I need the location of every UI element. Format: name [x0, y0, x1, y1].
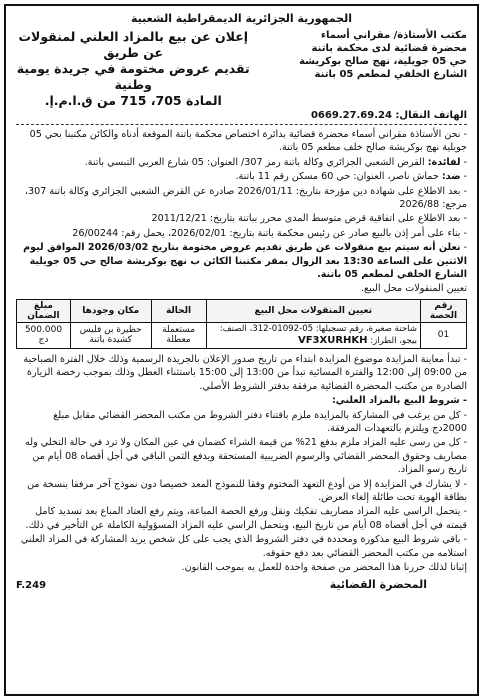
notice-sheet	[4, 4, 479, 696]
text: تبدأ معاينة المزايدة موضوع المزايدة ابتداء من تاريخ صدور الإعلان بالجريدة الرسمية وذلك خلال الفترة الصباحية من 09:00 إلى 12:00 والفترة المسائية تبدأ من 13:00 إلى 15:00 باستثناء العطل وذلك بموجب رخصة الزيارة الصادرة من مكتب المحضرة القضائية مرفقة بدفتر الشروط الأصلي.	[23, 353, 467, 392]
text: حماش ناصر، العنوان: حي 60 مسكن رقم 11 باتنة.	[235, 171, 439, 183]
paragraph-creditor: - لفائدة: القرض الشعبي الجزائري وكالة باتنة رمز 307/ العنوان: 05 شارع العربي التبسي باتنة.	[84, 156, 467, 168]
col-state: الحالة	[151, 299, 206, 322]
condition-inspection: - تبدأ معاينة المزايدة موضوع المزايدة ابتداء من تاريخ صدور الإعلان بالجريدة الرسمية وذلك خلال الفترة الصباحية من 09:00 إلى 12:00 والفترة المسائية تبدأ من 13:00 إلى 15:00 باستثناء العطل وذلك بموجب رخصة الزيارة الصادرة من مكتب المحضرة القضائية مرفقة بدفتر الشروط الأصلي.	[23, 353, 467, 392]
text: القرض الشعبي الجزائري وكالة باتنة رمز 307/ العنوان: 05 شارع العربي التبسي باتنة.	[84, 156, 425, 168]
lot-location: حظيرة بن فليس كشيدة باتنة	[70, 322, 151, 348]
conditions-heading: - شروط البيع بالمزاد العلني:	[331, 395, 467, 407]
office-line: محضرة قضائية لدى محكمة باتنة	[311, 43, 467, 54]
lot-description	[206, 322, 420, 348]
text: كل من رسى عليه المزاد ملزم بدفع 21% من قيمة الشراء كضمان في عين المكان ولا ترد في حالة التخلي وله مصاريف وحقوق المحضر القضائي والرسوم الضريبية المستحقة ويدفع الثمن الباقي في أجل أقصاه 08 أيام من تاريخ رسو المزاد.	[25, 437, 467, 476]
condition-deposit: - كل من رسى عليه المزاد ملزم بدفع 21% من قيمة الشراء كضمان في عين المكان ولا ترد في حالة التخلي وله مصاريف وحقوق المحضر القضائي والرسوم الضريبية المستحقة ويدفع الثمن الباقي في أجل أقصاه 08 أيام من تاريخ رسو المزاد.	[25, 437, 467, 476]
paragraph-bailiff: - نحن الأستاذة مقراني أسماء محضرة قضائية بدائرة اختصاص محكمة باتنة الموقعة أدناه والكائن مكتبنا بحي 05 جويلية نهج بوكريشة صالح خلف مطعم 05 باتنة.	[29, 129, 467, 154]
divider	[16, 124, 467, 125]
lot-number: 01	[420, 322, 466, 348]
text: لا يشارك في المزايدة إلا من أودع التعهد المختوم وفقا للنموذج المعد خصيصا دون نموذج آخر مرفقا بنسخة من بطاقة الهوية تحت طائلة إلغاء العرض.	[27, 478, 467, 503]
text: كل من يرغب في المشاركة بالمزايدة ملزم باقتناء دفتر الشروط من مكتب المحضر القضائي مقابل مبلغ 2000دج ويلتزم بالتعهدات المرفقة.	[53, 409, 467, 434]
col-guarantee: مبلغ الضمان	[17, 299, 71, 322]
condition-spec-book: - كل من يرغب في المشاركة بالمزايدة ملزم باقتناء دفتر الشروط من مكتب المحضر القضائي مقابل مبلغ 2000دج ويلتزم بالتعهدات المرفقة.	[53, 409, 467, 434]
text: شروط البيع بالمزاد العلني:	[331, 395, 460, 407]
office-line: حي 05 جويلية، نهج صالح بوكريشة	[299, 56, 467, 67]
label: ضد:	[441, 171, 461, 183]
paragraph-debt-certificate: - بعد الاطلاع على شهادة دين مؤرخة بتاريخ: 2026/01/11 صادرة عن القرض الشعبي الجزائري وكالة باتنة 307، مرجع: 2026/88	[24, 185, 467, 211]
office-line: الشارع الخلفي لمطعم 05 باتنة	[314, 69, 467, 80]
paragraph-announcement: - نعلن أنه سيتم بيع منقولات عن طريق تقديم عروض مختومة بتاريخ 2026/03/02 الموافق ليوم الاثنين على الساعة 13:30 بعد الزوال بمقر مكتبنا الكائن ب نهج بوكريشة صالح حي 05 جويلية الشارع الخلفي لمطعم 05 باتنة.	[23, 242, 467, 281]
phone-number: الهاتف النقال: 0669.27.69.24	[310, 110, 467, 121]
footer	[16, 578, 467, 591]
title-line: المادة 705، 715 من ق.ا.م.إ.	[44, 93, 222, 108]
header-row	[16, 29, 467, 109]
title-line: إعلان عن بيع بالمزاد العلني لمنقولات عن طريق	[18, 29, 249, 60]
table-row	[17, 322, 467, 348]
republic-heading: الجمهورية الجزائرية الديمقراطية الشعبية	[131, 12, 352, 25]
lot-state: مستعملة معطلة	[151, 322, 206, 348]
reference-code: F.249	[16, 580, 47, 592]
text: بعد الاطلاع على اتفاقية قرض متوسط المدى محرر بباتنة بتاريخ: 2011/12/21	[151, 213, 461, 225]
condition-other: - باقي شروط البيع مذكورة ومحددة في دفتر الشروط الذي يجب على كل شخص يريد المشاركة في المزاد العلني استلامه من مكتب المحضر القضائي بعد دفع حقوقه.	[20, 534, 467, 559]
text: نعلن أنه سيتم بيع منقولات عن طريق تقديم عروض مختومة بتاريخ 2026/03/02 الموافق ليوم الاثنين على الساعة 13:30 بعد الزوال بمقر مكتبنا الكائن ب نهج بوكريشة صالح حي 05 جويلية الشارع الخلفي لمطعم 05 باتنة.	[23, 242, 467, 281]
closing-statement: إثباتا لذلك حررنا هذا المحضر من صفحة واحدة للعمل به بموجب القانون.	[181, 561, 467, 573]
lot-guarantee: 500.000 دج	[17, 322, 71, 348]
condition-sealed-offer: - لا يشارك في المزايدة إلا من أودع التعهد المختوم وفقا للنموذج المعد خصيصا دون نموذج آخر مرفقا بنسخة من بطاقة الهوية تحت طائلة إلغاء العرض.	[27, 478, 467, 503]
office-line: مكتب الأستاذة/ مقراني أسماء	[320, 30, 467, 41]
col-location: مكان وجودها	[70, 299, 151, 322]
text: يتحمل الراسي عليه المزاد مصاريف تفكيك ونقل ورفع الحصة المباعة، ويتم رفع العتاد المباع بعد تسديد كامل قيمته في أجل أقصاه 08 أيام من تاريخ البيع، ويتحمل الراسي عليه المزاد المسؤولية الكاملة عن التأخير في ذلك.	[25, 506, 467, 531]
text: بعد الاطلاع على شهادة دين مؤرخة بتاريخ: 2026/01/11 صادرة عن القرض الشعبي الجزائري وكالة باتنة 307، مرجع: 2026/88	[24, 185, 467, 211]
condition-removal: - يتحمل الراسي عليه المزاد مصاريف تفكيك ونقل ورفع الحصة المباعة، ويتم رفع العتاد المباع بعد تسديد كامل قيمته في أجل أقصاه 08 أيام من تاريخ البيع، ويتحمل الراسي عليه المزاد المسؤولية الكاملة عن التأخير في ذلك.	[25, 506, 467, 531]
col-description: تعيين المنقولات محل البيع	[206, 299, 420, 322]
desc-text: شاحنة صغيرة، رقم تسجيلها: 05-01092-312، الصنف: بيجو، الطراز:	[219, 323, 417, 346]
paragraph-debtor: - ضد: حماش ناصر، العنوان: حي 60 مسكن رقم 11 باتنة.	[235, 171, 467, 183]
text: نحن الأستاذة مقراني أسماء محضرة قضائية بدائرة اختصاص محكمة باتنة الموقعة أدناه والكائن مكتبنا بحي 05 جويلية نهج بوكريشة صالح خلف مطعم 05 باتنة.	[29, 129, 467, 154]
label: لفائدة:	[427, 156, 461, 168]
paragraph-items-heading: تعيين المنقولات محل البيع.	[360, 283, 467, 295]
table-header-row	[17, 299, 467, 322]
office-block	[251, 29, 467, 81]
text: بناء على أمر إذن بالبيع صادر عن رئيس محكمة باتنة بتاريخ: 2026/02/01، يحمل رقم: 26/00244	[72, 227, 461, 239]
title-line: تقديم عروض مختومة في جريدة يومية وطنية	[16, 61, 250, 92]
text: باقي شروط البيع مذكورة ومحددة في دفتر الشروط الذي يجب على كل شخص يريد المشاركة في المزاد العلني استلامه من مكتب المحضر القضائي بعد دفع حقوقه.	[20, 534, 467, 559]
notice-title	[16, 29, 251, 109]
paragraph-loan-agreement: - بعد الاطلاع على اتفاقية قرض متوسط المدى محرر بباتنة بتاريخ: 2011/12/21	[151, 213, 467, 225]
paragraph-sale-order: - بناء على أمر إذن بالبيع صادر عن رئيس محكمة باتنة بتاريخ: 2026/02/01، يحمل رقم: 26/00244	[72, 227, 467, 239]
signature-title: المحضرة القضائية	[329, 578, 427, 592]
col-lot-number: رقم الحصة	[420, 299, 466, 322]
vin-code: VF3XURHKH	[297, 334, 368, 346]
lots-table	[16, 299, 467, 349]
